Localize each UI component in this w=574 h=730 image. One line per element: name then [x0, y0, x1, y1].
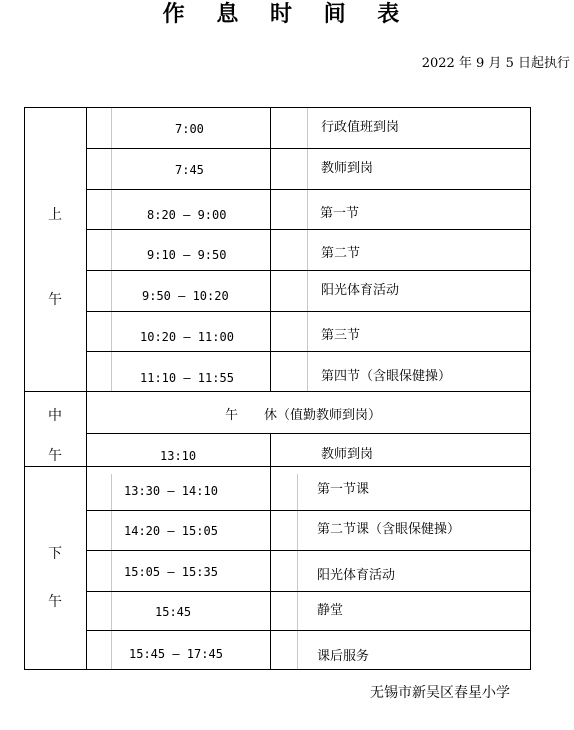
row-divider: [86, 630, 530, 631]
row-divider: [86, 311, 530, 312]
schedule-table: [24, 107, 531, 670]
inner-divider: [297, 474, 298, 669]
time-cell: 9:10 — 9:50: [147, 248, 227, 262]
activity-cell: 教师到岗: [321, 161, 374, 176]
time-cell: 11:10 — 11:55: [140, 371, 234, 385]
lunch-break-cell: 午 休（值勤教师到岗）: [225, 408, 382, 423]
time-cell: 7:45: [175, 163, 204, 177]
page-title: 作 息 时 间 表: [162, 1, 412, 27]
activity-cell: 第四节（含眼保健操）: [321, 369, 452, 384]
activity-cell: 第一节: [320, 206, 360, 221]
activity-cell: 第一节课: [317, 482, 370, 497]
period-separator: [25, 391, 530, 392]
inner-divider: [307, 108, 308, 391]
period-morning-char-2: 午: [48, 292, 62, 308]
row-divider: [86, 510, 530, 511]
time-cell: 15:45: [155, 605, 192, 619]
activity-column-divider-lower: [270, 433, 271, 669]
time-cell: 13:10: [160, 449, 197, 463]
time-cell: 14:20 — 15:05: [124, 524, 218, 538]
effective-date: 2022 年 9 月 5 日起执行: [421, 56, 570, 71]
row-divider: [86, 270, 530, 271]
period-afternoon-char-1: 下: [48, 546, 62, 562]
row-divider: [86, 189, 530, 190]
school-name: 无锡市新吴区春星小学: [370, 685, 510, 701]
activity-cell: 第二节课（含眼保健操）: [317, 522, 461, 537]
period-column-divider: [86, 108, 87, 669]
time-cell: 15:45 — 17:45: [129, 647, 223, 661]
row-divider: [86, 591, 530, 592]
period-separator: [25, 466, 530, 467]
row-divider: [86, 229, 530, 230]
activity-cell: 阳光体育活动: [317, 568, 396, 583]
time-cell: 13:30 — 14:10: [124, 484, 218, 498]
activity-cell: 第三节: [321, 328, 361, 343]
row-divider: [86, 433, 530, 434]
row-divider: [86, 351, 530, 352]
row-divider: [86, 148, 530, 149]
time-cell: 9:50 — 10:20: [142, 289, 229, 303]
activity-column-divider: [270, 108, 271, 391]
period-noon-char-1: 中: [48, 408, 62, 424]
inner-divider: [111, 108, 112, 391]
time-cell: 7:00: [175, 122, 204, 136]
period-afternoon-char-2: 午: [48, 594, 62, 610]
period-morning-char-1: 上: [48, 207, 62, 223]
period-noon-char-2: 午: [48, 448, 62, 464]
activity-cell: 阳光体育活动: [321, 283, 400, 298]
activity-cell: 行政值班到岗: [321, 120, 400, 135]
activity-cell: 静堂: [317, 603, 344, 618]
inner-divider: [111, 474, 112, 669]
time-cell: 15:05 — 15:35: [124, 565, 218, 579]
activity-cell: 教师到岗: [321, 447, 374, 462]
activity-cell: 课后服务: [317, 649, 370, 664]
activity-cell: 第二节: [321, 246, 361, 261]
time-cell: 10:20 — 11:00: [140, 330, 234, 344]
row-divider: [86, 550, 530, 551]
time-cell: 8:20 — 9:00: [147, 208, 227, 222]
